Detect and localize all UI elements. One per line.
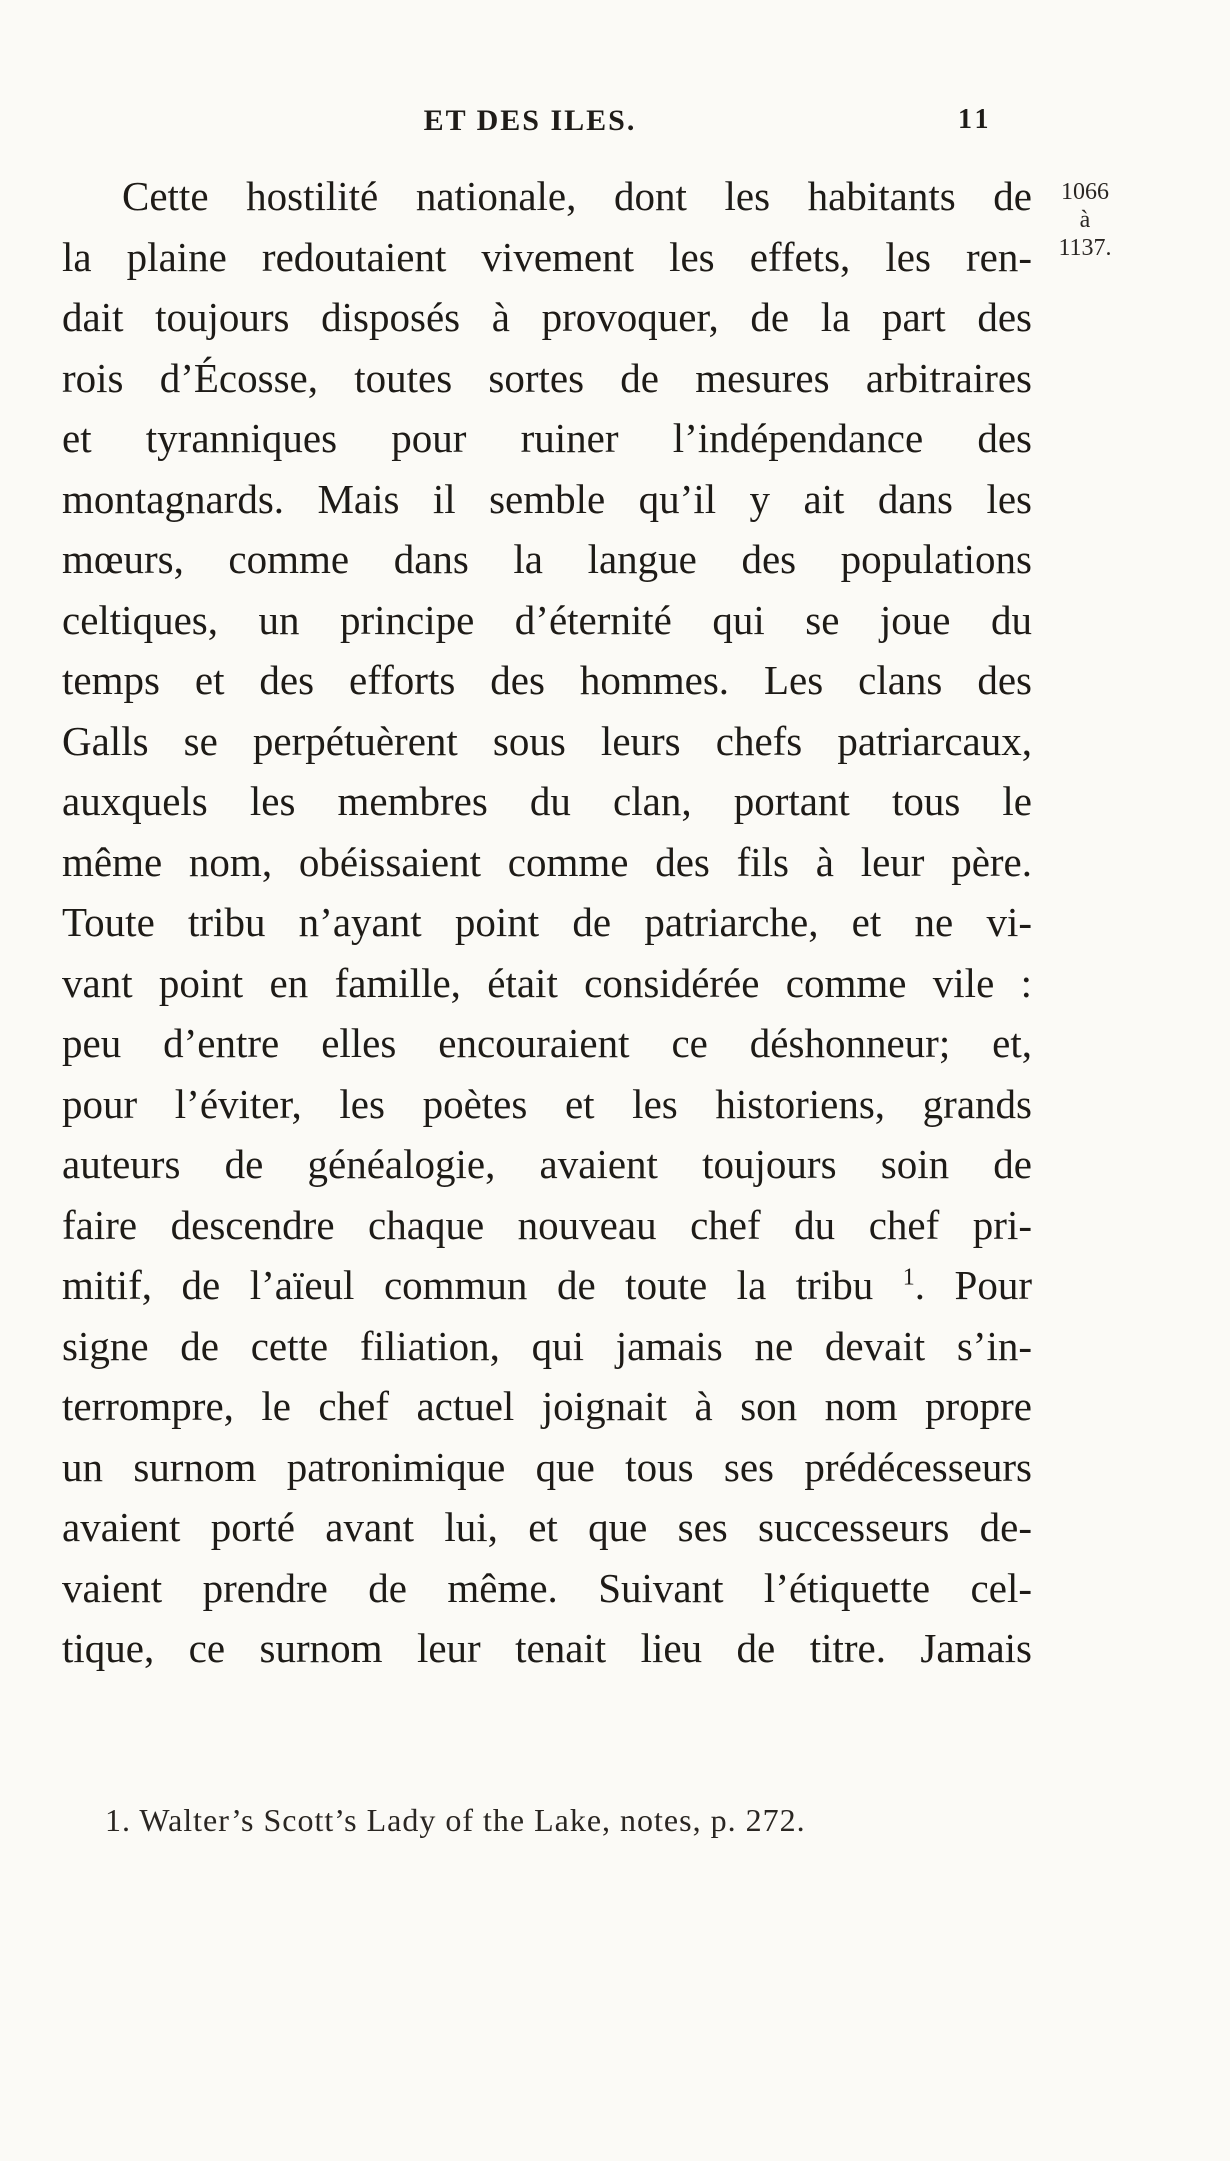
text-line: auxquels les membres du clan, portant tous le [62,778,1032,824]
text-line-start: mitif, de l’aïeul commun de toute la tribu [62,1262,874,1308]
margin-date-start: 1066 [1061,179,1109,205]
text-line: avaient porté avant lui, et que ses successeurs de- [62,1504,1032,1550]
page-number: 11 [958,104,993,135]
text-line-with-footnote-ref [62,1255,1032,1316]
margin-date-end: 1137. [1058,235,1112,261]
footnote: 1. Walter’s Scott’s Lady of the Lake, notes, p. 272. [105,1802,806,1838]
text-line: signe de cette filiation, qui jamais ne devait s’in- [62,1322,1032,1369]
text-line: celtiques, un principe d’éternité qui se joue du [62,596,1032,643]
text-line: montagnards. Mais il semble qu’il y ait dans les [62,475,1032,522]
text-line: tique, ce surnom leur tenait lieu de titre. Jamais [62,1625,1032,1671]
text-line: rois d’Écosse, toutes sortes de mesures arbitraires [62,354,1032,401]
text-line: mœurs, comme dans la langue des populations [62,536,1032,582]
text-line: auteurs de généalogie, avaient toujours soin de [62,1141,1032,1187]
margin-date-separator: à [1079,207,1091,233]
text-line: Cette hostilité nationale, dont les habitants de [122,173,1032,219]
text-line: un surnom patronimique que tous ses prédécesseurs [62,1443,1032,1490]
text-line: vant point en famille, était considérée comme vile : [62,959,1032,1006]
footnote-reference: 1 [902,1264,915,1291]
margin-date-note [1040,178,1130,262]
text-line: et tyranniques pour ruiner l’indépendance des [62,415,1032,461]
text-line: temps et des efforts des hommes. Les clans des [62,657,1032,703]
running-header-title: ET DES ILES. [423,104,637,137]
body-paragraph [62,166,1032,1679]
text-line: faire descendre chaque nouveau chef du chef pri- [62,1201,1032,1248]
text-line-end: . Pour [914,1262,1032,1308]
text-line: Toute tribu n’ayant point de patriarche, et ne vi- [62,899,1032,945]
text-line: la plaine redoutaient vivement les effets, les ren- [62,233,1032,280]
text-line: peu d’entre elles encouraient ce déshonneur; et, [62,1020,1032,1066]
text-line: même nom, obéissaient comme des fils à leur père. [62,838,1032,885]
text-line: Galls se perpétuèrent sous leurs chefs patriarcaux, [62,717,1032,764]
text-line: terrompre, le chef actuel joignait à son nom propre [62,1383,1032,1429]
text-line: vaient prendre de même. Suivant l’étiquette cel- [62,1564,1032,1611]
text-line: dait toujours disposés à provoquer, de la part des [62,294,1032,340]
text-line: pour l’éviter, les poètes et les historiens, grands [62,1080,1032,1127]
